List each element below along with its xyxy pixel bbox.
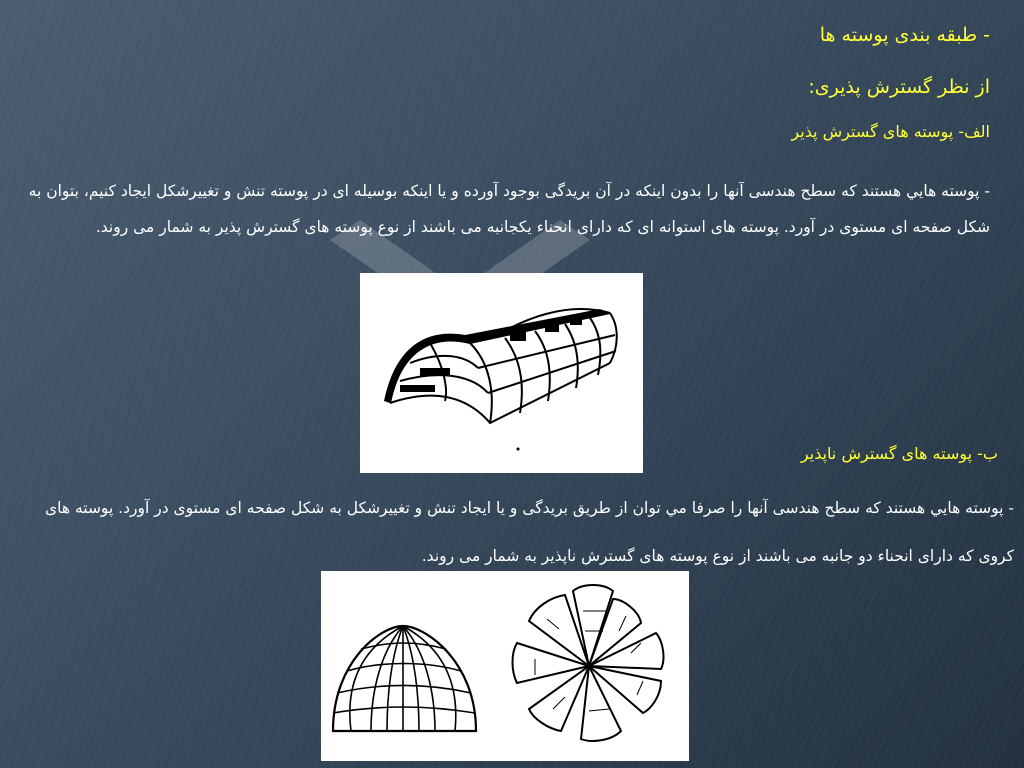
cylindrical-shell-drawing xyxy=(360,273,643,473)
section-a-paragraph: - پوسته هايي هستند که سطح هندسی آنها را بدون اینکه در آن بریدگی بوجود آورده و یا اینکه بوسیله ای در پوسته تنش و تغییرشکل ایجاد کنیم، بتوان به شکل صفحه ای مستوی در آورد. پوسته های استوانه ای که دارای انحناء یکجانبه می باشند از نوع پوسته های گسترش پذیر به شمار می روند. xyxy=(28,182,990,236)
dome-drawing xyxy=(333,626,476,731)
spherical-shell-drawing xyxy=(321,571,689,761)
section-b-paragraph: - پوسته هايي هستند که سطح هندسی آنها را صرفا مي توان از طریق بریدگی و یا ایجاد تنش و تغییرشکل به شکل صفحه ای مستوی در آورد. پوسته های کروی که دارای انحناء دو جانبه می باشند از نوع پوسته های گسترش ناپذیر به شمار می روند. xyxy=(45,499,1014,565)
section-b-heading: ب- پوسته های گسترش ناپذیر xyxy=(800,444,998,463)
section-a-heading: الف- پوسته های گسترش پذیر xyxy=(791,122,990,141)
slide-subtitle: از نظر گسترش پذیری: xyxy=(808,76,990,98)
cylindrical-shell-image xyxy=(360,273,643,473)
spherical-shell-image xyxy=(321,571,689,761)
slide-title: - طبقه بندی پوسته ها xyxy=(819,24,990,46)
